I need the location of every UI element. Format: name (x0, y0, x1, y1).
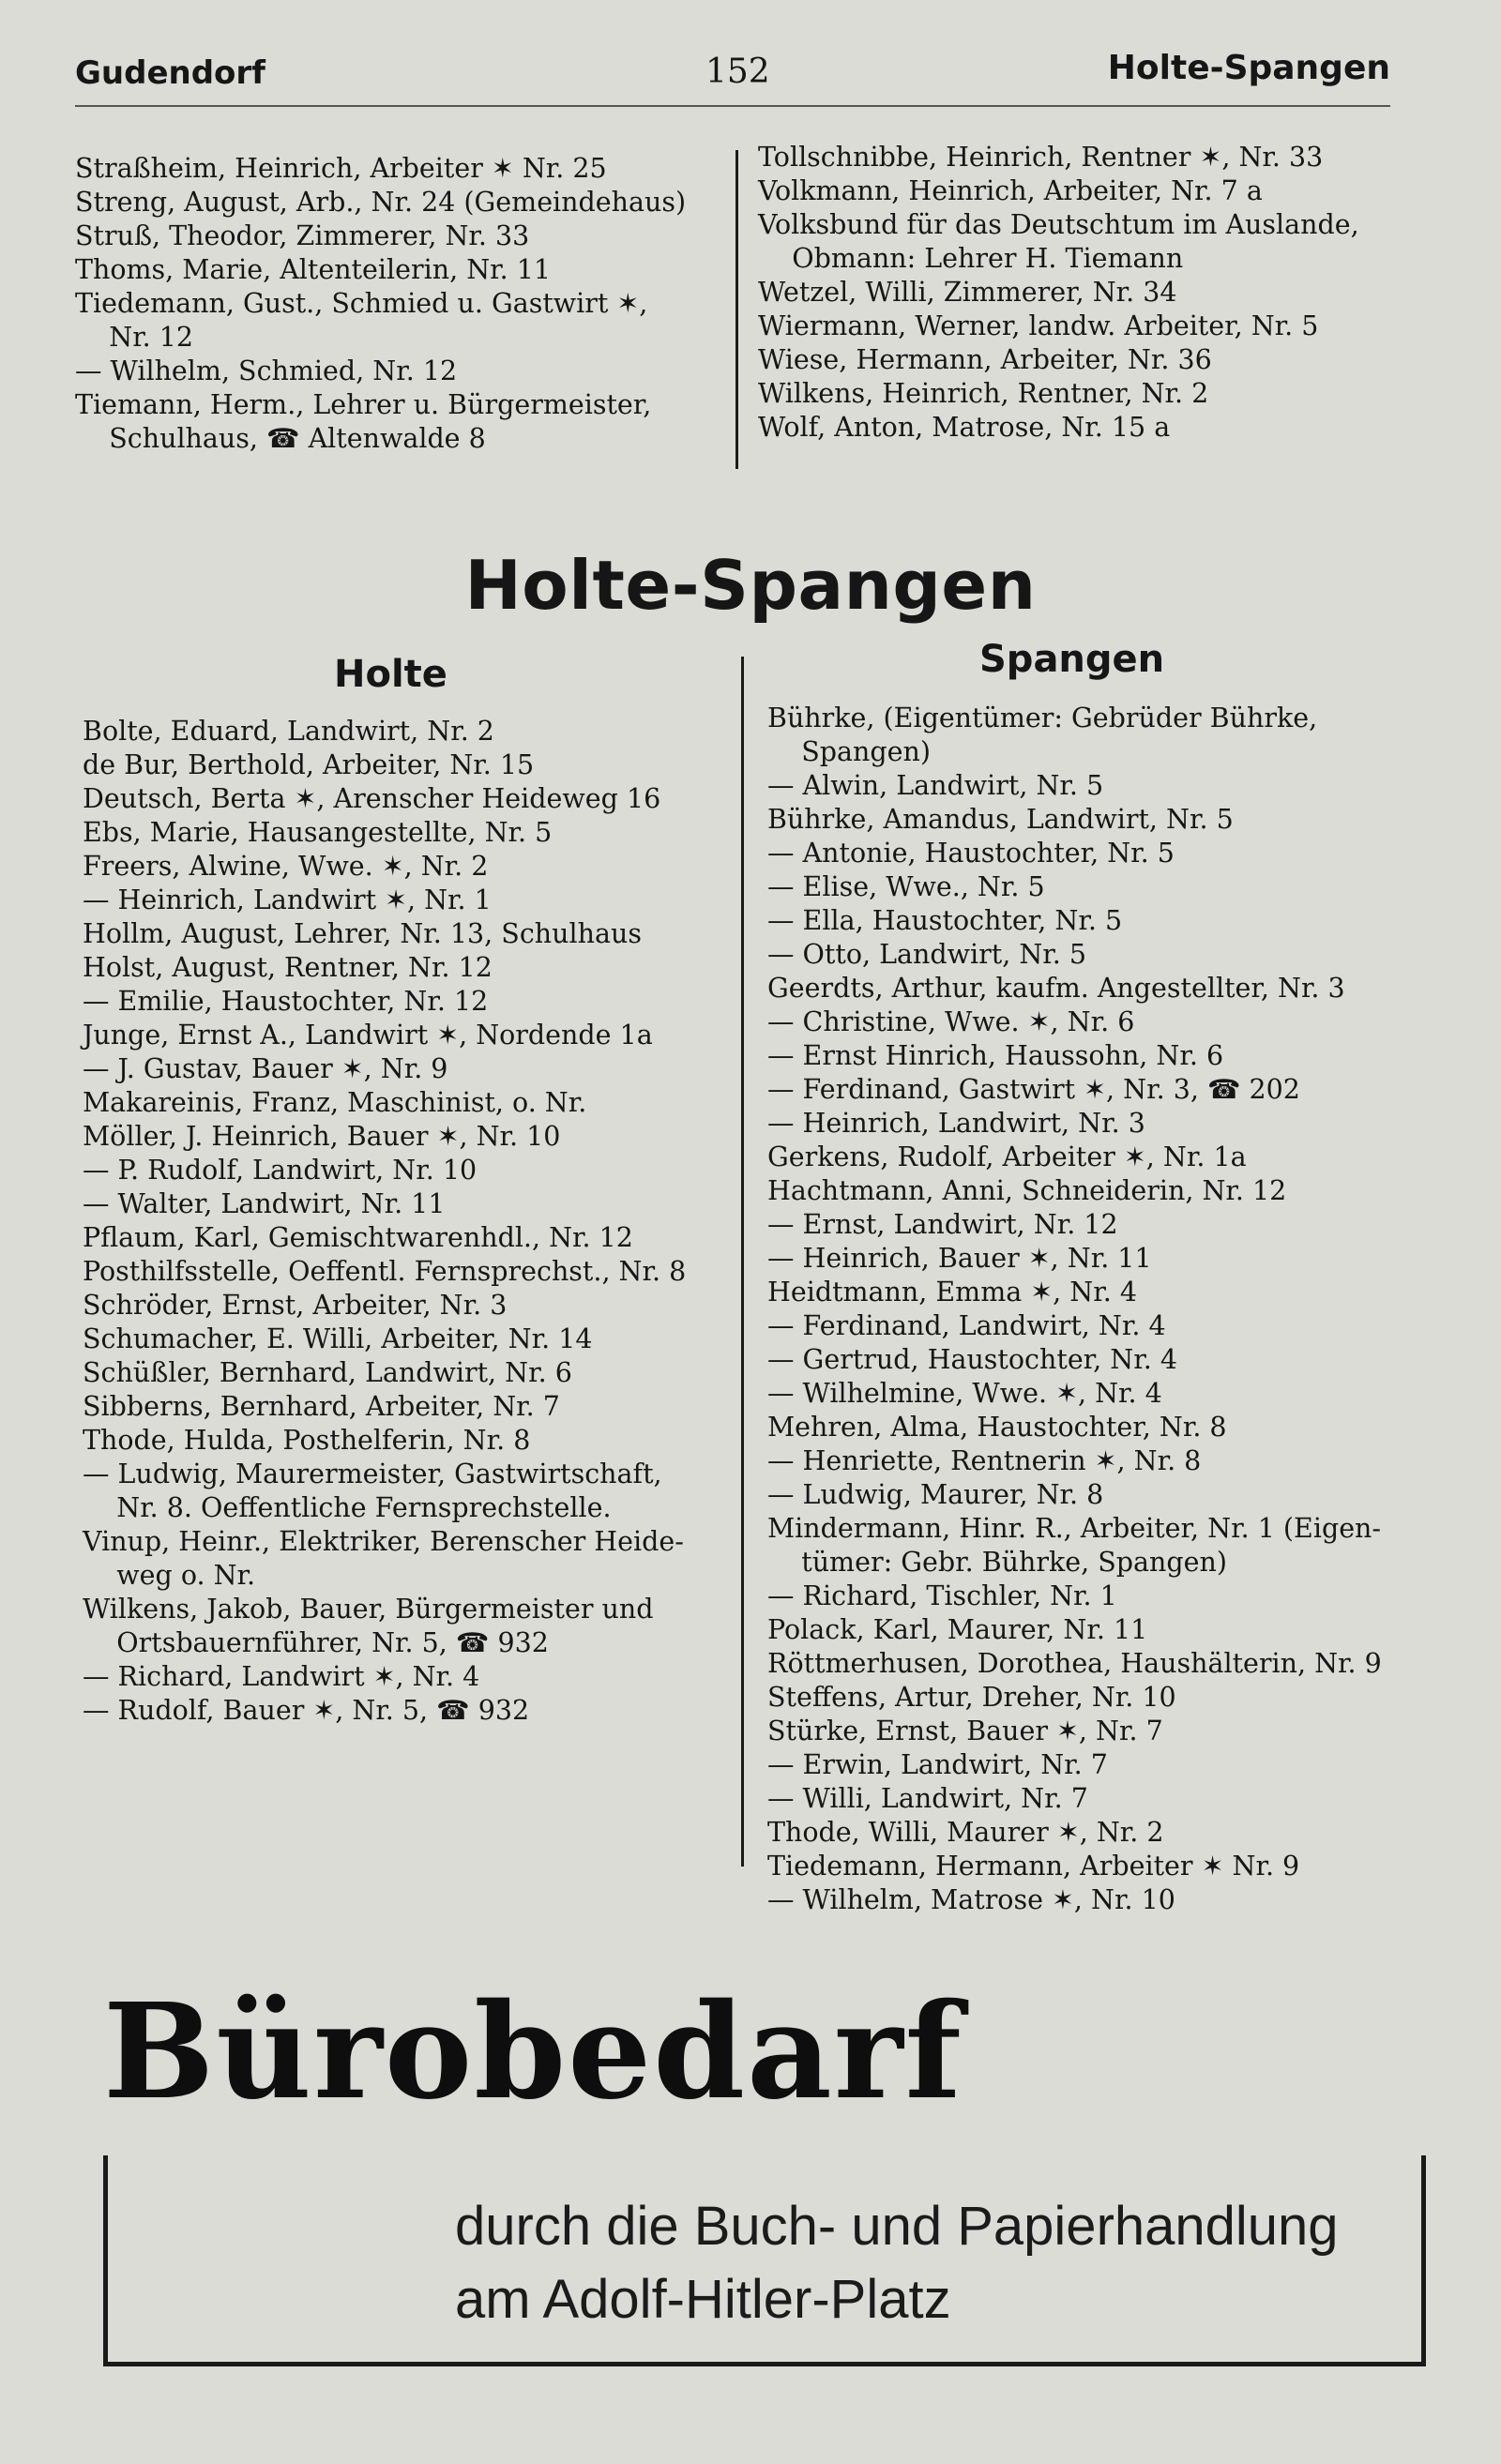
directory-entry: Volksbund für das Deutschtum im Auslande, Obmann: Lehrer H. Tiemann (758, 209, 1359, 274)
directory-entry: Freers, Alwine, Wwe. ✶, Nr. 2 (83, 851, 489, 882)
directory-entry: Sibberns, Bernhard, Arbeiter, Nr. 7 (83, 1391, 560, 1422)
directory-entry: Struß, Theodor, Zimmerer, Nr. 33 (75, 220, 530, 251)
header-rule (75, 105, 1390, 107)
directory-entry: — P. Rudolf, Landwirt, Nr. 10 (83, 1155, 478, 1186)
directory-entry: Tiedemann, Gust., Schmied u. Gastwirt ✶, Nr. 12 (75, 288, 648, 353)
directory-entry: — Heinrich, Bauer ✶, Nr. 11 (767, 1243, 1152, 1274)
directory-entry: — J. Gustav, Bauer ✶, Nr. 9 (83, 1053, 448, 1084)
spangen-title: Spangen (979, 638, 1165, 681)
directory-entry: — Ferdinand, Gastwirt ✶, Nr. 3, ☎ 202 (767, 1074, 1300, 1105)
directory-entry: Gerkens, Rudolf, Arbeiter ✶, Nr. 1a (767, 1141, 1247, 1172)
directory-entry: Deutsch, Berta ✶, Arenscher Heideweg 16 (83, 783, 661, 814)
directory-entry: Wiese, Hermann, Arbeiter, Nr. 36 (758, 344, 1212, 375)
directory-entry: — Emilie, Haustochter, Nr. 12 (83, 986, 489, 1017)
directory-entry: Röttmerhusen, Dorothea, Haushälterin, Nr. 9 (767, 1648, 1382, 1679)
gudendorf-left-column (75, 152, 732, 456)
directory-entry: Pflaum, Karl, Gemischtwarenhdl., Nr. 12 (83, 1222, 633, 1253)
directory-entry: Möller, J. Heinrich, Bauer ✶, Nr. 10 (83, 1121, 561, 1152)
directory-entry: de Bur, Berthold, Arbeiter, Nr. 15 (83, 749, 535, 780)
directory-entry: Stürke, Ernst, Bauer ✶, Nr. 7 (767, 1716, 1163, 1746)
directory-entry: — Heinrich, Landwirt, Nr. 3 (767, 1108, 1145, 1139)
directory-entry: — Ludwig, Maurermeister, Gastwirtschaft, Nr. 8. Oeffentliche Fernsprechstelle. (83, 1459, 662, 1523)
directory-entry: Wolf, Anton, Matrose, Nr. 15 a (758, 412, 1171, 443)
directory-entry: Tollschnibbe, Heinrich, Rentner ✶, Nr. 33 (758, 142, 1324, 173)
directory-entry: Geerdts, Arthur, kaufm. Angestellter, Nr. 3 (767, 973, 1345, 1004)
directory-entry: Schüßler, Bernhard, Landwirt, Nr. 6 (83, 1357, 572, 1388)
directory-entry: Steffens, Artur, Dreher, Nr. 10 (767, 1682, 1176, 1713)
directory-entry: — Richard, Landwirt ✶, Nr. 4 (83, 1661, 480, 1692)
advert-title: Bürobedarf (103, 1975, 963, 2129)
directory-entry: Holst, August, Rentner, Nr. 12 (83, 952, 493, 983)
directory-entry: Volkmann, Heinrich, Arbeiter, Nr. 7 a (758, 175, 1263, 206)
directory-entry: Heidtmann, Emma ✶, Nr. 4 (767, 1277, 1137, 1308)
holte-title: Holte (334, 653, 447, 696)
directory-entry: Makareinis, Franz, Maschinist, o. Nr. (83, 1087, 587, 1118)
directory-entry: Tiemann, Herm., Lehrer u. Bürgermeister, Schulhaus, ☎ Altenwalde 8 (75, 389, 652, 454)
section-title: Holte-Spangen (464, 546, 1037, 625)
directory-entry: — Walter, Landwirt, Nr. 11 (83, 1188, 446, 1219)
directory-entry: Hachtmann, Anni, Schneiderin, Nr. 12 (767, 1175, 1287, 1206)
directory-entry: Straßheim, Heinrich, Arbeiter ✶ Nr. 25 (75, 153, 607, 184)
directory-entry: Junge, Ernst A., Landwirt ✶, Nordende 1a (83, 1020, 653, 1051)
advert-box (103, 2155, 1426, 2366)
directory-entry: — Antonie, Haustochter, Nr. 5 (767, 838, 1175, 869)
directory-entry: Bührke, (Eigentümer: Gebrüder Bührke, Spangen) (767, 703, 1318, 767)
spangen-column (767, 702, 1443, 1917)
directory-entry: — Wilhelm, Schmied, Nr. 12 (75, 355, 458, 386)
directory-entry: — Henriette, Rentnerin ✶, Nr. 8 (767, 1445, 1202, 1476)
directory-entry: Wiermann, Werner, landw. Arbeiter, Nr. 5 (758, 310, 1319, 341)
directory-entry: — Ella, Haustochter, Nr. 5 (767, 905, 1123, 936)
advert-line-1: durch die Buch- und Papierhandlung (455, 2196, 1339, 2257)
running-head-right: Holte-Spangen (1107, 49, 1390, 87)
directory-entry: Wilkens, Heinrich, Rentner, Nr. 2 (758, 378, 1209, 409)
directory-entry: Bolte, Eduard, Landwirt, Nr. 2 (83, 716, 494, 747)
directory-entry: — Ernst Hinrich, Haussohn, Nr. 6 (767, 1040, 1224, 1071)
directory-entry: Mindermann, Hinr. R., Arbeiter, Nr. 1 (Eigen- tümer: Gebr. Bührke, Spangen) (767, 1513, 1382, 1578)
directory-entry: — Alwin, Landwirt, Nr. 5 (767, 770, 1104, 801)
directory-entry: Bührke, Amandus, Landwirt, Nr. 5 (767, 804, 1234, 835)
directory-entry: Ebs, Marie, Hausangestellte, Nr. 5 (83, 817, 553, 848)
gudendorf-right-column (758, 141, 1433, 445)
directory-entry: Wilkens, Jakob, Bauer, Bürgermeister und Ortsbauernführer, Nr. 5, ☎ 932 (83, 1594, 654, 1658)
directory-entry: — Erwin, Landwirt, Nr. 7 (767, 1749, 1108, 1780)
directory-entry: Hollm, August, Lehrer, Nr. 13, Schulhaus (83, 918, 642, 949)
column-divider (741, 657, 744, 1867)
directory-entry: — Richard, Tischler, Nr. 1 (767, 1580, 1117, 1611)
directory-entry: Vinup, Heinr., Elektriker, Berenscher Heide- weg o. Nr. (83, 1526, 684, 1591)
directory-entry: Wetzel, Willi, Zimmerer, Nr. 34 (758, 277, 1177, 308)
page-number: 152 (705, 53, 770, 91)
directory-entry: Tiedemann, Hermann, Arbeiter ✶ Nr. 9 (767, 1851, 1300, 1882)
running-head-left: Gudendorf (75, 54, 265, 92)
directory-entry: — Wilhelm, Matrose ✶, Nr. 10 (767, 1884, 1175, 1915)
directory-entry: Streng, August, Arb., Nr. 24 (Gemeindehaus) (75, 187, 687, 218)
directory-entry: Polack, Karl, Maurer, Nr. 11 (767, 1614, 1148, 1645)
directory-entry: Schumacher, E. Willi, Arbeiter, Nr. 14 (83, 1323, 593, 1354)
directory-entry: — Willi, Landwirt, Nr. 7 (767, 1783, 1088, 1814)
directory-entry: — Christine, Wwe. ✶, Nr. 6 (767, 1006, 1135, 1037)
directory-entry: — Gertrud, Haustochter, Nr. 4 (767, 1344, 1177, 1375)
directory-entry: — Ludwig, Maurer, Nr. 8 (767, 1479, 1104, 1510)
directory-entry: — Elise, Wwe., Nr. 5 (767, 871, 1045, 902)
column-divider (735, 150, 738, 469)
advertisement (90, 1977, 1432, 2371)
directory-entry: Mehren, Alma, Haustochter, Nr. 8 (767, 1412, 1227, 1443)
directory-entry: — Heinrich, Landwirt ✶, Nr. 1 (83, 884, 492, 915)
advert-line-2: am Adolf-Hitler-Platz (455, 2269, 951, 2330)
directory-entry: — Wilhelmine, Wwe. ✶, Nr. 4 (767, 1378, 1162, 1409)
directory-entry: Thoms, Marie, Altenteilerin, Nr. 11 (75, 254, 552, 285)
directory-entry: — Ferdinand, Landwirt, Nr. 4 (767, 1310, 1166, 1341)
directory-entry: Thode, Willi, Maurer ✶, Nr. 2 (767, 1817, 1164, 1848)
directory-entry: — Ernst, Landwirt, Nr. 12 (767, 1209, 1118, 1240)
holte-column (83, 715, 739, 1728)
directory-entry: Posthilfsstelle, Oeffentl. Fernsprechst., Nr. 8 (83, 1256, 687, 1287)
directory-entry: Thode, Hulda, Posthelferin, Nr. 8 (83, 1425, 531, 1456)
directory-entry: Schröder, Ernst, Arbeiter, Nr. 3 (83, 1290, 508, 1321)
directory-entry: — Rudolf, Bauer ✶, Nr. 5, ☎ 932 (83, 1695, 530, 1726)
directory-entry: — Otto, Landwirt, Nr. 5 (767, 939, 1087, 970)
